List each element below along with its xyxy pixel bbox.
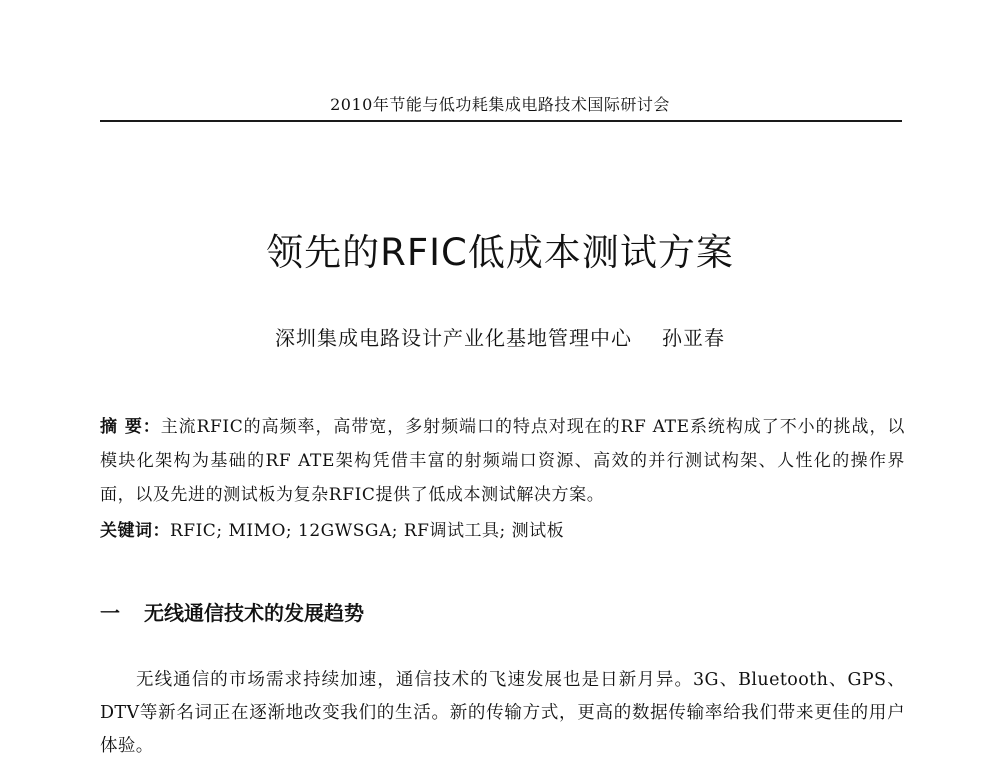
paper-title: 领先的RFIC低成本测试方案 [266,231,734,274]
abstract-text: 主流RFIC的高频率，高带宽，多射频端口的特点对现在的RF ATE系统构成了不小的挑战，以模块化架构为基础的RF ATE架构凭借丰富的射频端口资源、高效的并行测试构架、人性化的操作界面，以及先进的测试板为复杂RFIC提供了低成本测试解决方案。 [100,417,905,505]
section-number: 一 [100,601,120,625]
author-affiliation: 深圳集成电路设计产业化基地管理中心 [275,326,632,350]
abstract-label: 摘 要： [100,417,161,437]
keywords-label: 关键词： [100,521,170,541]
keywords-text: RFIC; MIMO; 12GWSGA; RF调试工具; 测试板 [170,521,565,541]
running-header: 2010年节能与低功耗集成电路技术国际研讨会 [330,95,670,114]
body-paragraph: 无线通信的市场需求持续加速，通信技术的飞速发展也是日新月异。3G、Bluetooth、GPS、DTV等新名词正在逐渐地改变我们的生活。新的传输方式，更高的数据传输率给我们带来更佳的用户体验。 [100,670,905,756]
author-line [0,322,1000,351]
abstract [100,410,905,512]
keywords [100,516,905,546]
section-heading [100,597,364,626]
header-rule [100,120,902,122]
section-title: 无线通信技术的发展趋势 [144,601,364,625]
author-name: 孙亚春 [662,326,725,350]
